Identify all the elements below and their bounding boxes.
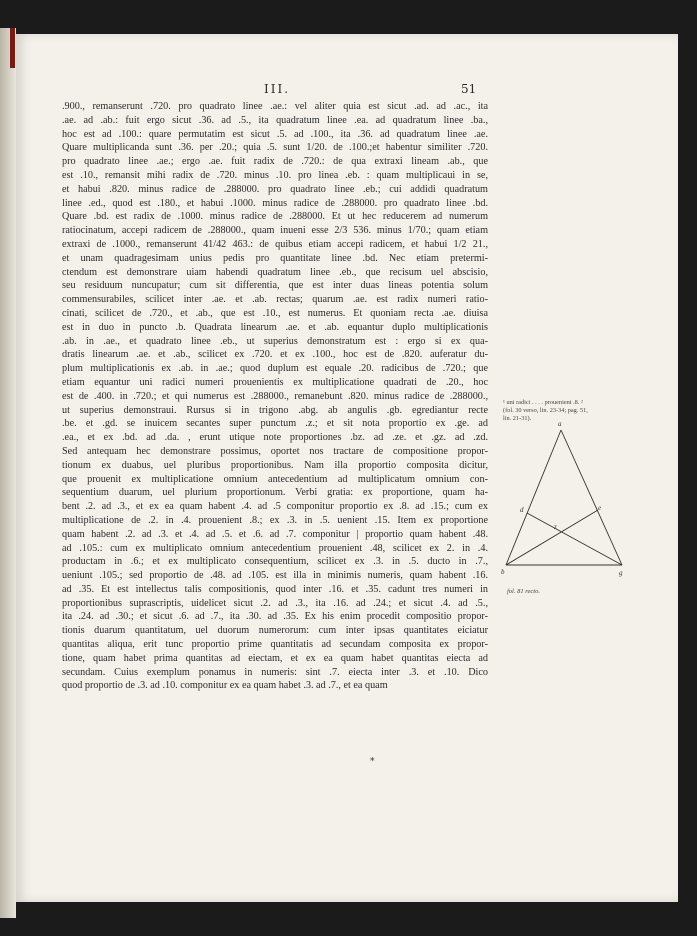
text-line: etiam equantur uni radici numeri prouenientis ex multiplicatione quadrati de .20., hoc [62, 376, 488, 388]
text-line: .900., remanserunt .720. pro quadrato linee .ae.: vel aliter quia est sicut .ad. ad .ac., ita [62, 101, 488, 112]
folio-numeral: III. [264, 82, 291, 96]
text-line: commensurabiles, scilicet inter .ae. et .ab. rectas; quarum .ae. est radix numeri ratio- [62, 294, 488, 306]
text-line: .ea., et ex .bd. ad .da. , erunt utique note proportiones .bz. ad .ze. et .gz. ad .zd. [62, 432, 488, 444]
text-line: pro quadrato linee .ae.; ergo .ae. fuit radix de .720.: de qua extraxi lineam .ab., que [62, 156, 488, 168]
text-line: est in duo in puncto .b. Quadrata linearum .ae. et .ab. equantur duplo multiplicationis [62, 321, 488, 333]
line-gd [527, 513, 622, 565]
text-line: ueniunt .105.; sed proportio de .48. ad .105. est illa in minimis numeris, quam habent .16. [62, 570, 488, 582]
label-b: b [501, 568, 505, 576]
text-line: sequentium duarum, uel plurium proportionum. Verbi gratia: ex proportione, quam ha- [62, 487, 488, 499]
text-line: bent .2. ad .3., et ex ea quam habent .4. ad .5 componitur proportio ex .8. ad .15.; cum ex [62, 501, 488, 513]
text-line: Sed antequam hec demonstrare possimus, oportet nos tractare de compositione propor- [62, 445, 488, 457]
text-line: ratiocinatum, accepi radicem de .288000., quam inueni esse 2/3 536. minus 1/70.; quam etiam [62, 225, 488, 237]
text-line: ut superius demonstraui. Rursus si in trigono .abg. ab angulis .gb. egrediantur recte [62, 404, 488, 416]
text-line: quam habent .2. ad .3. et .4. ad .5. et .6. ad .7. componitur | proportio quam habent .48. [62, 528, 488, 540]
label-d: d [520, 506, 524, 514]
text-line: Quare .bd. est radix de .1000. minus radice de .288000. Et ut hec reducerem ad numerum [62, 211, 488, 223]
body-text [62, 100, 488, 693]
left-page-edge [0, 28, 16, 918]
side-ag [561, 430, 622, 565]
side-ab [506, 430, 561, 565]
text-line: productam in .6.; et ex multiplicato consequentium, scilicet ex .3. in .5. ducto in .7., [62, 556, 488, 568]
side-note-line: (fol. 30 verso, lin. 23-34; pag. 51, [503, 407, 588, 414]
text-line: est de .400. in .720.; et qui numerus est .288000., remanebunt .820. minus radice de .288000., [62, 390, 488, 402]
text-line: cinati, scilicet de .720., et .ab., que est .10., est numerus. Et quoniam recta .ae. diuisa [62, 307, 488, 319]
text-line: ita .24. ad .30.; et sicut .6. ad .7., ita .30. ad .35. Ex his enim procedit compositio propor- [62, 611, 488, 623]
side-note-line: lin. 21-31). [503, 415, 532, 422]
label-g: g [619, 569, 623, 577]
text-line: extraxi de .1000., remanserunt 41/42 463.: de quibus etiam accepi radicem, et habui 1/2 21., [62, 238, 488, 250]
side-note-line: ¹ uni radici . . . . prouenient .8. ² [503, 399, 583, 406]
text-line: quantitas aliqua, erit tunc proportio prime quantitatis ad secundam composita ex propor- [62, 639, 488, 651]
figure-caption: fol. 81 recto. [507, 588, 540, 595]
label-a: a [558, 420, 562, 428]
running-header [0, 82, 697, 98]
label-z: z [554, 523, 557, 531]
line-be [506, 510, 598, 565]
text-line: plum multiplicationis ex .ab. in .ae.; quod duplum est equale .20. radicibus de .720.; que [62, 363, 488, 375]
text-line: Quare multiplicanda sunt .36. per .20.; quia .5. sunt 1/20. de .100.;et habentur similiter .720. [62, 142, 488, 154]
triangle-figure [500, 415, 630, 585]
text-line: dratis linearum .ae. et .ab., scilicet ex .720. et ex .100., hoc est de .820. auferatur du- [62, 349, 488, 361]
text-line: .ae. ad .ab.: fuit ergo sicut .36. ad .5., ita quadratum linee .ea. ad quadratum linee .ba., [62, 114, 488, 126]
text-line: ad .105.: cum ex multiplicato omnium antecedentium prouenient .48, scilicet ex 2. in .4. [62, 542, 488, 554]
text-line: secundam. Cuius exemplum ponamus in numeris: sint .7. eiecta inter .3. et .10. Dico [62, 666, 488, 678]
text-line: ad .35. Et est intellectus talis compositionis, quod inter .16. et .35. cadunt tres numeri in [62, 583, 488, 595]
text-line: ctendum est demonstrare uiam habendi quadratum linee .eb., que recisum uel abscisio, [62, 266, 488, 278]
text-line: .ab. in .ae., et quadrato linee .eb., ut superius demonstratum est : ergo si ex qua- [62, 335, 488, 347]
signature-mark: * [370, 757, 375, 767]
text-line: que prouenit ex multiplicatione omnium antecedentium ad multiplicatum omnium con- [62, 473, 488, 485]
text-line: tionis duarum quantitatum, uel duorum numerorum: cum inter ipsas quantitates eiciatur [62, 625, 488, 637]
page-number: 51 [461, 82, 477, 96]
text-line: tione, quam habet prima quantitas ad eiectam, et ex ea quam habet quantitas eiecta ad [62, 652, 488, 664]
text-line: et unam quadragesimam unius pedis pro quantitate linee .bd. Nec etiam pretermi- [62, 252, 488, 264]
text-line: est .10., remansit mihi radix de .720. minus .10. pro linea .eb. : quam multiplicaui in se, [62, 169, 488, 181]
text-line: quod proportio de .3. ad .10. componitur ex ea quam habet .3. ad .7., et ea quam [62, 680, 388, 692]
text-line: multiplicatione de .2. in .4. prouenient .8.; ex .3. in .5. uenient .15. Item ex proportione [62, 514, 488, 526]
label-e: e [598, 504, 602, 512]
binding-ribbon [10, 28, 15, 68]
text-line: et habui .820. minus radice de .288000. pro quadrato linee .eb.; cui addidi quadratum [62, 183, 488, 195]
text-line: proportionibus suprascriptis, uidelicet sicut .2. ad .3., ita .16. ad .24.; et sicut .4. ad .5., [62, 597, 488, 609]
text-line: seu residuum nuncupatur; cum sit differentia, que est inter duas lineas potentia solum [62, 280, 488, 292]
text-line: .be. et .gd. se inuicem secantes super punctum .z.; et sit nota proportio ex .ge. ad [62, 418, 488, 430]
text-line: hoc est ad .100.: quare permutatim est sicut .5. ad .100., ita .36. ad quadratum linee .ae. [62, 128, 488, 140]
text-line: linee .ed., quod est .180., et habui .1000. minus radice de .288000. pro quadrato linee .bd. [62, 197, 488, 209]
text-line: tionum ex duabus, uel pluribus proportionibus. Nam illa proportio composita dicitur, [62, 459, 488, 471]
